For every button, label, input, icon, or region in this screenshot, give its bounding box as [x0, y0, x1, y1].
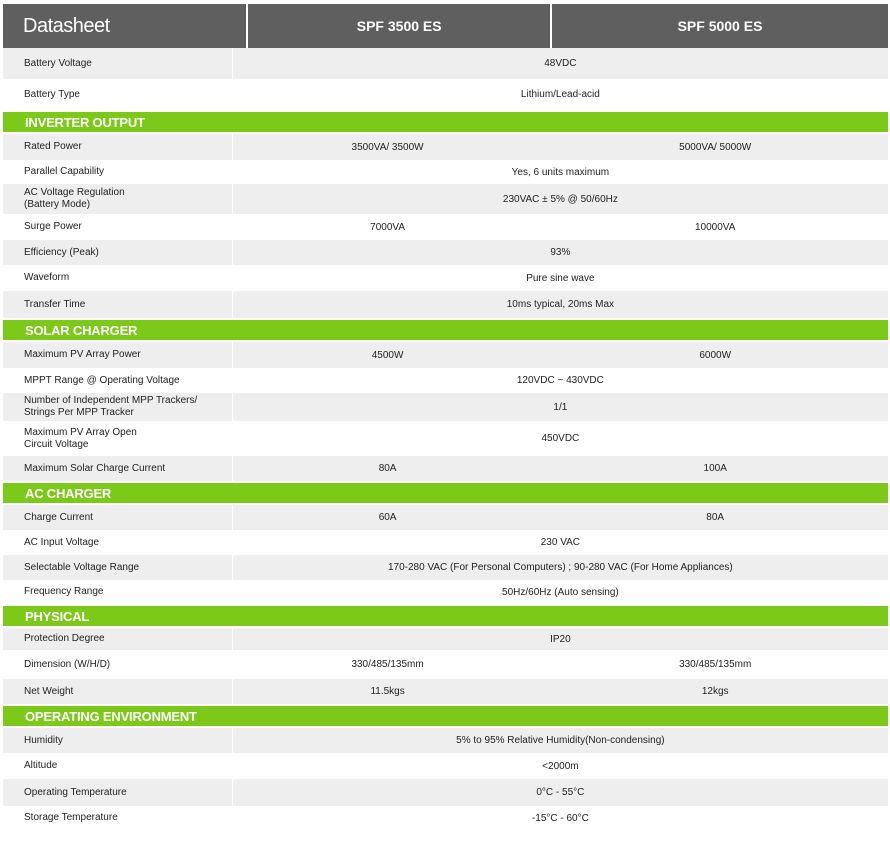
- spec-value-spf3500: 3500VA/ 3500W: [233, 134, 543, 160]
- spec-value-shared: 48VDC: [233, 48, 888, 79]
- table-row: [3, 806, 888, 830]
- spec-value-spf5000: 100A: [542, 456, 888, 481]
- spec-label: Efficiency (Peak): [3, 240, 233, 265]
- spec-value-shared: 230 VAC: [233, 530, 888, 555]
- spec-value-shared: <2000m: [233, 753, 888, 779]
- model-column-spf3500: SPF 3500 ES: [248, 4, 550, 48]
- spec-label: AC Voltage Regulation (Battery Mode): [3, 184, 233, 214]
- spec-label: Altitude: [3, 753, 233, 779]
- spec-label: Battery Voltage: [3, 48, 233, 79]
- table-row: [3, 753, 888, 779]
- table-row: [3, 48, 888, 79]
- spec-value-shared: Yes, 6 units maximum: [233, 160, 888, 184]
- spec-value-shared: 93%: [233, 240, 888, 265]
- spec-label: Storage Temperature: [3, 806, 233, 830]
- section-header: PHYSICAL: [3, 606, 888, 626]
- spec-label: Protection Degree: [3, 628, 233, 650]
- spec-label: Parallel Capability: [3, 160, 233, 184]
- spec-label: Number of Independent MPP Trackers/ Strings Per MPP Tracker: [3, 393, 233, 421]
- table-row: [3, 650, 888, 679]
- table-row: [3, 368, 888, 393]
- spec-value-spf3500: 7000VA: [233, 214, 543, 240]
- spec-value-spf5000: 5000VA/ 5000W: [542, 134, 888, 160]
- spec-value-shared: 50Hz/60Hz (Auto sensing): [233, 580, 888, 604]
- datasheet-table: [3, 4, 888, 830]
- table-row: [3, 79, 888, 110]
- spec-value-shared: 120VDC ~ 430VDC: [233, 368, 888, 393]
- spec-label: Transfer Time: [3, 291, 233, 318]
- table-row: [3, 393, 888, 421]
- datasheet-title: Datasheet: [3, 4, 246, 48]
- spec-value-shared: 5% to 95% Relative Humidity(Non-condensing): [233, 728, 888, 753]
- spec-label: MPPT Range @ Operating Voltage: [3, 368, 233, 393]
- table-row: [3, 628, 888, 650]
- spec-label: Selectable Voltage Range: [3, 555, 233, 580]
- spec-label: AC Input Voltage: [3, 530, 233, 555]
- section-header: AC CHARGER: [3, 483, 888, 503]
- spec-value-shared: 230VAC ± 5% @ 50/60Hz: [233, 184, 888, 214]
- spec-value-spf5000: 6000W: [542, 342, 888, 368]
- spec-label: Humidity: [3, 728, 233, 753]
- table-row: [3, 160, 888, 184]
- spec-value-shared: 170-280 VAC (For Personal Computers) ; 90-280 VAC (For Home Appliances): [233, 555, 888, 580]
- spec-value-spf5000: 12kgs: [542, 679, 888, 704]
- spec-value-shared: IP20: [233, 628, 888, 650]
- spec-label: Charge Current: [3, 505, 233, 530]
- spec-label: Maximum PV Array Open Circuit Voltage: [3, 421, 233, 456]
- spec-value-shared: -15°C - 60°C: [233, 806, 888, 830]
- table-row: [3, 240, 888, 265]
- table-row: [3, 134, 888, 160]
- table-row: [3, 728, 888, 753]
- section-header: SOLAR CHARGER: [3, 320, 888, 340]
- spec-value-spf3500: 60A: [233, 505, 543, 530]
- spec-value-shared: 0°C - 55°C: [233, 779, 888, 806]
- table-row: [3, 265, 888, 291]
- section-header: OPERATING ENVIRONMENT: [3, 706, 888, 726]
- table-row: [3, 555, 888, 580]
- spec-value-spf3500: 80A: [233, 456, 543, 481]
- spec-value-spf3500: 4500W: [233, 342, 543, 368]
- spec-label: Maximum PV Array Power: [3, 342, 233, 368]
- table-row: [3, 184, 888, 214]
- spec-label: Rated Power: [3, 134, 233, 160]
- table-body: [3, 48, 888, 830]
- table-row: [3, 214, 888, 240]
- spec-label: Battery Type: [3, 79, 233, 110]
- section-header: INVERTER OUTPUT: [3, 112, 888, 132]
- table-header: [3, 4, 888, 48]
- table-row: [3, 580, 888, 604]
- spec-value-shared: 450VDC: [233, 421, 888, 456]
- table-row: [3, 679, 888, 704]
- spec-label: Net Weight: [3, 679, 233, 704]
- table-row: [3, 505, 888, 530]
- spec-value-spf3500: 11.5kgs: [233, 679, 543, 704]
- spec-label: Maximum Solar Charge Current: [3, 456, 233, 481]
- model-column-spf5000: SPF 5000 ES: [552, 4, 888, 48]
- spec-value-spf5000: 80A: [542, 505, 888, 530]
- table-row: [3, 291, 888, 318]
- spec-value-shared: 10ms typical, 20ms Max: [233, 291, 888, 318]
- spec-value-spf5000: 10000VA: [542, 214, 888, 240]
- table-row: [3, 456, 888, 481]
- spec-label: Waveform: [3, 265, 233, 291]
- spec-label: Dimension (W/H/D): [3, 650, 233, 679]
- spec-value-shared: Lithium/Lead-acid: [233, 79, 888, 110]
- spec-value-shared: 1/1: [233, 393, 888, 421]
- table-row: [3, 342, 888, 368]
- table-row: [3, 530, 888, 555]
- spec-value-spf5000: 330/485/135mm: [542, 650, 888, 679]
- spec-label: Frequency Range: [3, 580, 233, 604]
- spec-value-shared: Pure sine wave: [233, 265, 888, 291]
- spec-label: Operating Temperature: [3, 779, 233, 806]
- spec-value-spf3500: 330/485/135mm: [233, 650, 543, 679]
- spec-label: Surge Power: [3, 214, 233, 240]
- table-row: [3, 421, 888, 456]
- table-row: [3, 779, 888, 806]
